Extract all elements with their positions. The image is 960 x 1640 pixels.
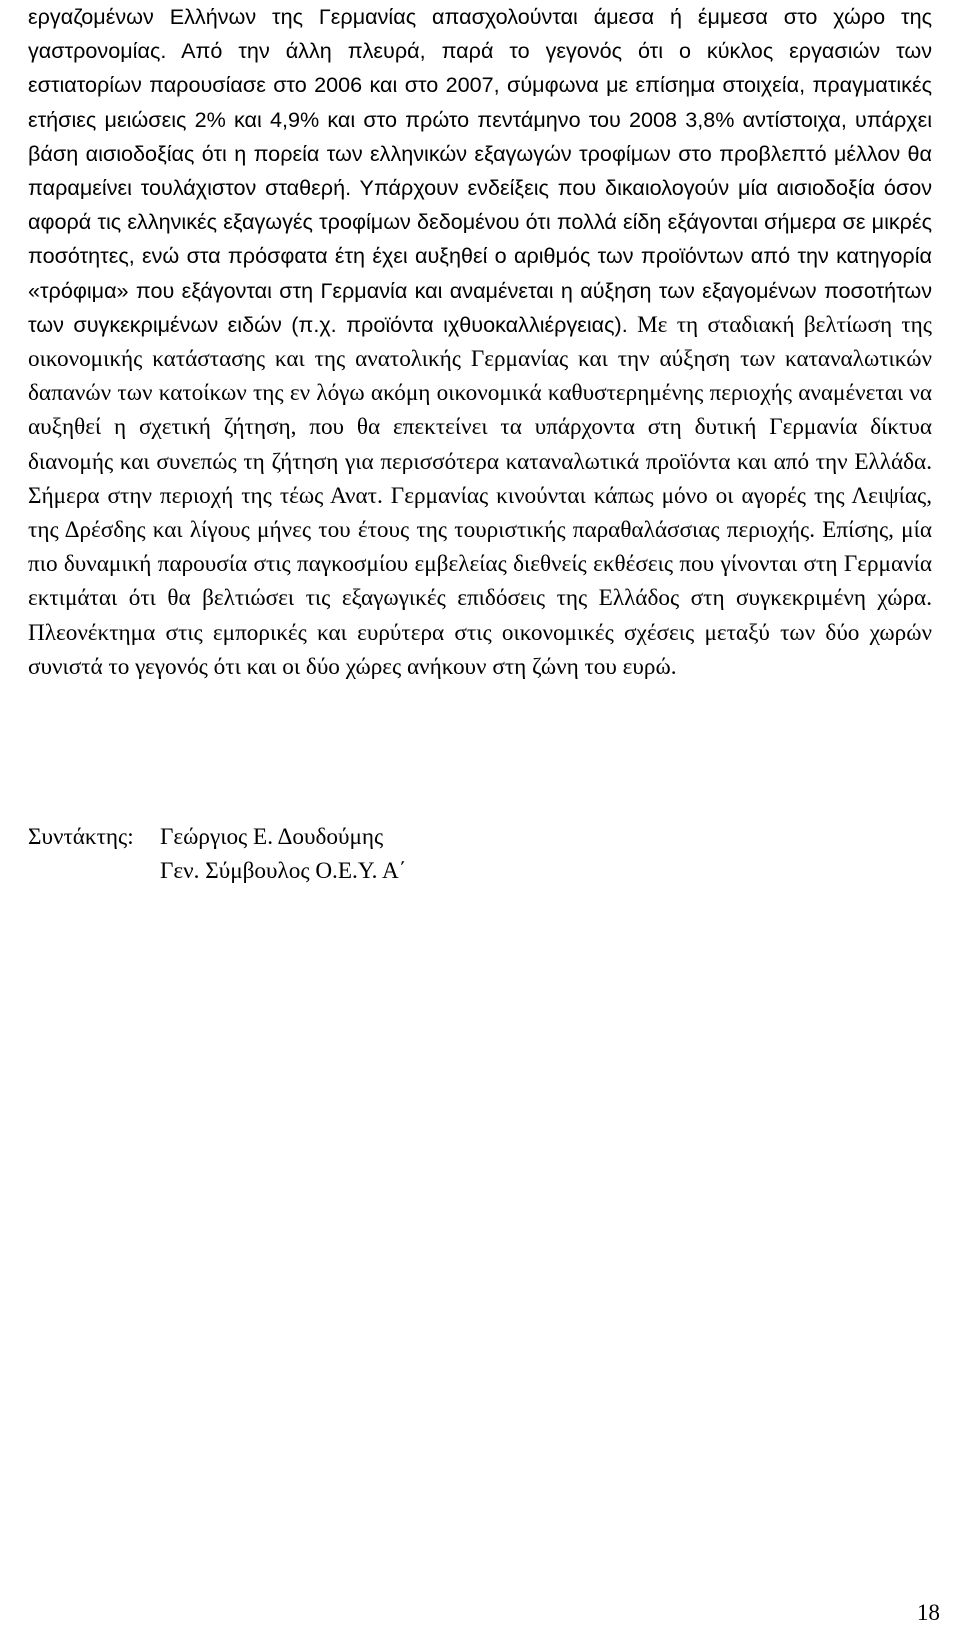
paragraph-segment-sans: εργαζομένων Ελλήνων της Γερμανίας απασχολούνται άμεσα ή έμμεσα στο χώρο της γαστρονομίας. Από την άλλη πλευρά, παρά το γεγονός ότι ο κύκλος εργασιών των εστιατορίων παρουσίασε στο 2006 και στο 2007, σύμφωνα με επίσημα στοιχεία, πραγματικές ετήσιες μειώσεις 2% και 4,9% και στο πρώτο πεντάμηνο του 2008 3,8% αντίστοιχα, υπάρχει βάση αισιοδοξίας ότι η πορεία των ελληνικών εξαγωγών τροφίμων στο προβλεπτό μέλλον θα παραμείνει τουλάχιστον σταθερή. Υπάρχουν ενδείξεις που δικαιολογούν μία αισιοδοξία όσον αφορά τις ελληνικές εξαγωγές τροφίμων δεδομένου ότι πολλά είδη εξάγονται σήμερα σε μικρές ποσότητες, ενώ στα πρόσφατα έτη έχει αυξηθεί ο αριθμός των προϊόντων από την κατηγορία «τρόφιμα» που εξάγονται στη Γερμανία και αναμένεται η αύξηση των εξαγομένων ποσοτήτων των συγκεκριμένων ειδών (π.χ. προϊόντα ιχθυοκαλλιέργειας).	[28, 4, 932, 337]
page-number: 18	[916, 1600, 940, 1626]
author-label: Συντάκτης:	[28, 824, 134, 850]
author-title: Γεν. Σύμβουλος Ο.Ε.Υ. Α΄	[160, 858, 407, 884]
paragraph-segment-serif: Με τη σταδιακή βελτίωση της οικονομικής κατάστασης και της ανατολικής Γερμανίας και την αύξηση των καταναλωτικών δαπανών των κατοίκων της εν λόγω ακόμη οικονομικά καθυστερημένης περιοχής αναμένεται να αυξηθεί η σχετική ζήτηση, που θα επεκτείνει τα υπάρχοντα στη δυτική Γερμανία δίκτυα διανομής και συνεπώς τη ζήτηση για περισσότερα καταναλωτικά προϊόντα και από την Ελλάδα. Σήμερα στην περιοχή της τέως Ανατ. Γερμανίας κινούνται κάπως μόνο οι αγορές της Λειψίας, της Δρέσδης και λίγους μήνες του έτους της τουριστικής παραθαλάσσιας περιοχής. Επίσης, μία πιο δυναμική παρουσία στις παγκοσμίου εμβελείας διεθνείς εκθέσεις που γίνονται στη Γερμανία εκτιμάται ότι θα βελτιώσει τις εξαγωγικές επιδόσεις της Ελλάδος στη συγκεκριμένη χώρα. Πλεονέκτημα στις εμπορικές και ευρύτερα στις οικονομικές σχέσεις μεταξύ των δύο χωρών συνιστά το γεγονός ότι και οι δύο χώρες ανήκουν στη ζώνη του ευρώ.	[28, 311, 932, 680]
author-name: Γεώργιος Ε. Δουδούμης	[160, 824, 384, 850]
body-paragraph	[28, 0, 932, 684]
